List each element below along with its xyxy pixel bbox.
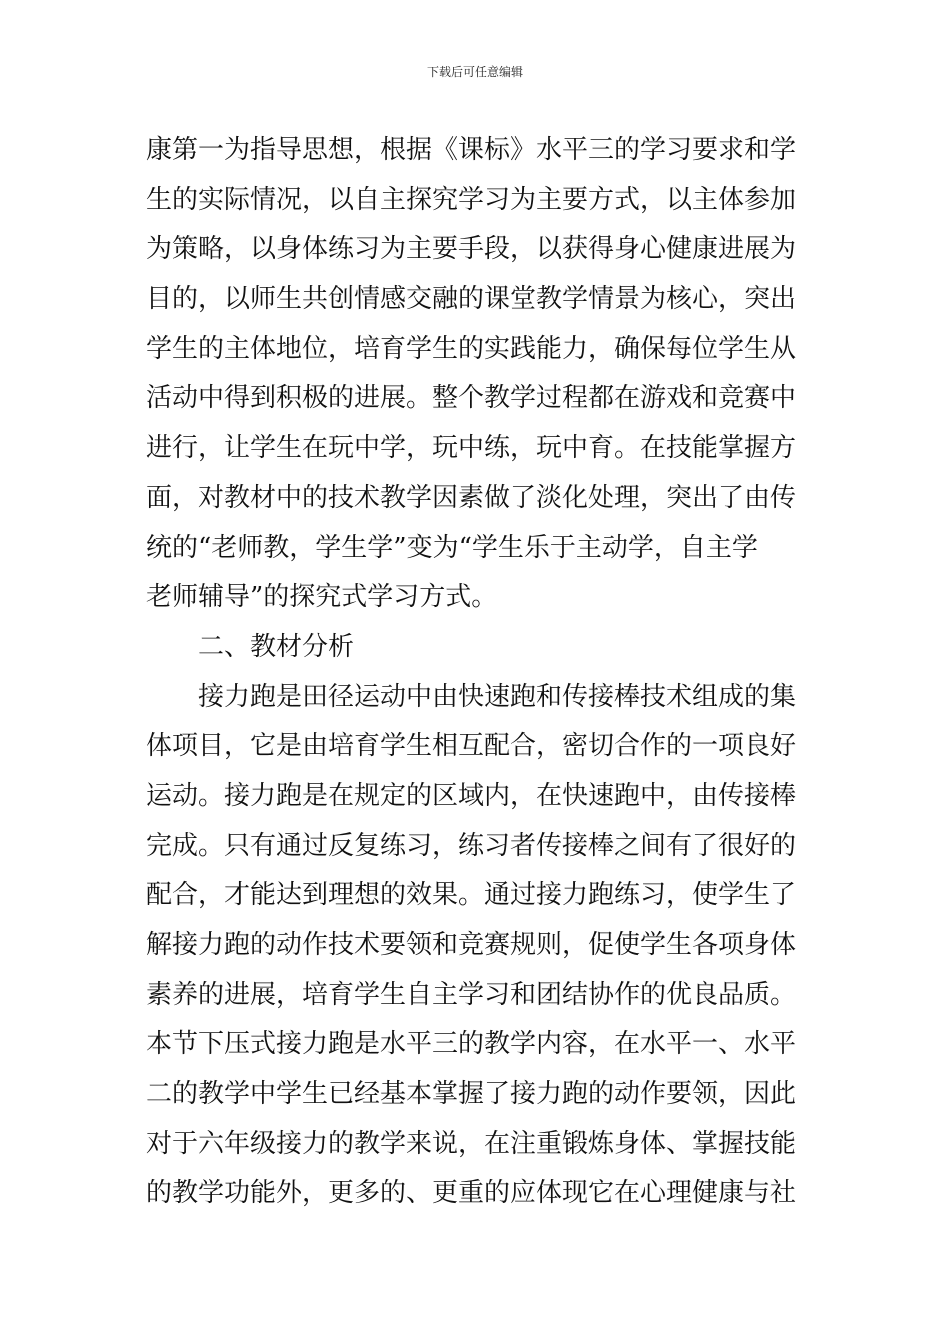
section-heading: 二、教材分析 [198, 631, 355, 662]
paragraph-line: 的教学功能外，更多的、更重的应体现它在心理健康与社 [146, 1178, 797, 1209]
paragraph-line: 体项目，它是由培育学生相互配合，密切合作的一项良好 [146, 731, 797, 762]
paragraph-line: 老师辅导”的探究式学习方式。 [146, 582, 498, 613]
paragraph-line: 素养的进展，培育学生自主学习和团结协作的优良品质。 [146, 979, 797, 1010]
document-body [146, 126, 814, 1219]
paragraph-line: 二的教学中学生已经基本掌握了接力跑的动作要领，因此 [146, 1079, 797, 1110]
paragraph-line: 为策略，以身体练习为主要手段，以获得身心健康进展为 [146, 234, 797, 265]
paragraph-line: 生的实际情况，以自主探究学习为主要方式，以主体参加 [146, 184, 797, 215]
paragraph-line: 接力跑是田径运动中由快速跑和传接棒技术组成的集 [198, 681, 797, 712]
paragraph-line: 康第一为指导思想，根据《课标》水平三的学习要求和学 [146, 135, 797, 165]
paragraph-line: 进行，让学生在玩中学，玩中练，玩中育。在技能掌握方 [146, 433, 797, 464]
paragraph-line: 完成。只有通过反复练习，练习者传接棒之间有了很好的 [146, 830, 797, 861]
paragraph-line: 统的“老师教，学生学”变为“学生乐于主动学，自主学 [146, 532, 758, 563]
paragraph-line: 面，对教材中的技术教学因素做了淡化处理，突出了由传 [146, 482, 797, 513]
paragraph-line: 解接力跑的动作技术要领和竞赛规则，促使学生各项身体 [146, 930, 797, 960]
paragraph-line: 本节下压式接力跑是水平三的教学内容，在水平一、水平 [146, 1029, 797, 1060]
page-header: 下载后可任意编辑 [426, 65, 523, 79]
paragraph-line: 运动。接力跑是在规定的区域内，在快速跑中，由传接棒 [146, 780, 797, 811]
paragraph-line: 对于六年级接力的教学来说，在注重锻炼身体、掌握技能 [146, 1128, 797, 1159]
paragraph-line: 配合，才能达到理想的效果。通过接力跑练习，使学生了 [146, 880, 797, 911]
paragraph-line: 目的，以师生共创情感交融的课堂教学情景为核心，突出 [146, 284, 797, 315]
paragraph-line: 学生的主体地位，培育学生的实践能力，确保每位学生从 [146, 333, 797, 364]
paragraph-line: 活动中得到积极的进展。整个教学过程都在游戏和竞赛中 [146, 383, 797, 414]
